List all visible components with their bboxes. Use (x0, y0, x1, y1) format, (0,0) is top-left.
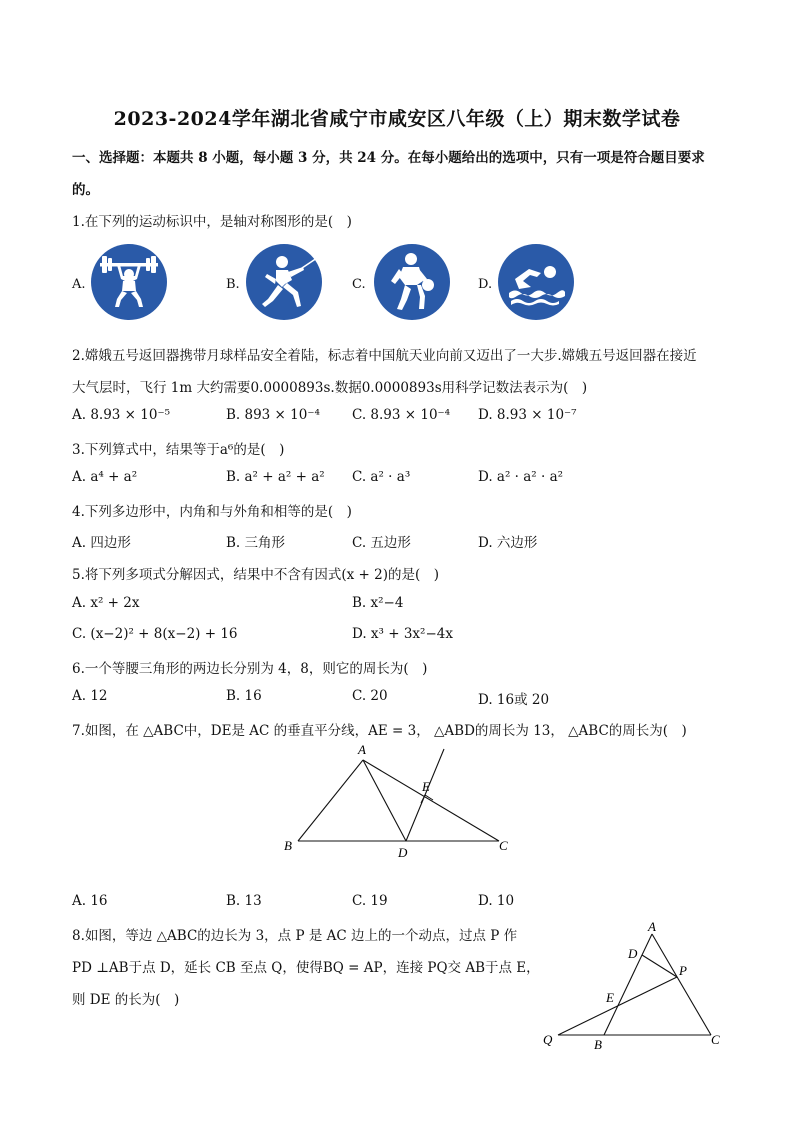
q7-stem: 7.如图，在 △ABC中，DE是 AC 的垂直平分线，AE = 3， △ABD的周长为 13， △ABC的周长为( ) (72, 723, 687, 739)
q4-stem: 4.下列多边形中，内角和与外角和相等的是( ) (72, 504, 352, 520)
q1-option-c-label: C. (352, 277, 366, 292)
q3-option-b: B. a² + a² + a² (226, 469, 325, 485)
q7-triangle-figure (280, 740, 520, 862)
q2-option-b: B. 893 × 10⁻⁴ (226, 407, 320, 423)
q7-option-d: D. 10 (478, 893, 515, 909)
q2-option-a: A. 8.93 × 10⁻⁵ (72, 407, 171, 423)
q7-label-a: A (358, 742, 366, 757)
q5-option-b: B. x²−4 (352, 595, 404, 611)
q5-option-a: A. x² + 2x (72, 595, 140, 611)
q7-option-b: B. 13 (226, 893, 262, 909)
q1-option-a-label: A. (72, 277, 86, 292)
q8-stem-line3: 则 DE 的长为( ) (72, 992, 180, 1008)
swimming-icon (497, 243, 575, 321)
section-heading: 一、选择题：本题共 8 小题，每小题 3 分，共 24 分。在每小题给出的选项中，只有一项是符合题目要求 (72, 150, 705, 166)
q5-option-c: C. (x−2)² + 8(x−2) + 16 (72, 626, 238, 642)
q8-stem-line1: 8.如图，等边 △ABC的边长为 3，点 P 是 AC 边上的一个动点，过点 P 作 (72, 928, 518, 944)
q4-option-c: C. 五边形 (352, 535, 411, 551)
q4-option-b: B. 三角形 (226, 535, 286, 551)
q2-option-d: D. 8.93 × 10⁻⁷ (478, 407, 577, 423)
q3-option-a: A. a⁴ + a² (72, 469, 138, 485)
q4-option-a: A. 四边形 (72, 535, 131, 551)
q3-option-c: C. a² · a³ (352, 469, 411, 485)
q2-stem-line1: 2.嫦娥五号返回器携带月球样品安全着陆，标志着中国航天业向前又迈出了一大步.嫦娥五号返回器在接近 (72, 348, 697, 364)
q7-label-b: B (284, 838, 292, 853)
q4-option-d: D. 六边形 (478, 535, 538, 551)
q3-stem: 3.下列算式中，结果等于a⁶的是( ) (72, 442, 285, 458)
q5-stem: 5.将下列多项式分解因式，结果中不含有因式(x + 2)的是( ) (72, 567, 440, 583)
q8-label-b: B (594, 1037, 602, 1052)
q8-label-p: P (679, 963, 687, 978)
q8-label-e: E (606, 990, 614, 1005)
q7-label-d: D (398, 845, 408, 860)
q6-option-b: B. 16 (226, 688, 262, 704)
q1-option-b-label: B. (226, 277, 240, 292)
section-heading-cont: 的。 (72, 182, 99, 198)
weightlifting-icon (90, 243, 168, 321)
q2-stem-line2: 大气层时，飞行 1m 大约需要0.0000893s.数据0.0000893s用科学记数法表示为( ) (72, 380, 588, 396)
q8-label-a: A (648, 920, 656, 934)
q6-option-a: A. 12 (72, 688, 108, 704)
q7-label-e: E (422, 779, 430, 794)
q7-option-a: A. 16 (72, 893, 108, 909)
q7-option-c: C. 19 (352, 893, 388, 909)
exam-title: 2023-2024学年湖北省咸宁市咸安区八年级（上）期末数学试卷 (113, 108, 681, 130)
basketball-icon (373, 243, 451, 321)
q8-label-c: C (711, 1032, 720, 1047)
q5-option-d: D. x³ + 3x²−4x (352, 626, 453, 642)
q8-label-q: Q (543, 1032, 553, 1047)
q2-option-c: C. 8.93 × 10⁻⁴ (352, 407, 451, 423)
q7-label-c: C (499, 838, 508, 853)
q1-option-d-label: D. (478, 277, 493, 292)
q8-stem-line2: PD ⊥AB于点 D，延长 CB 至点 Q，使得BQ = AP，连接 PQ交 AB于点 E， (72, 960, 540, 976)
q8-label-d: D (628, 946, 638, 961)
q6-option-d: D. 16或 20 (478, 692, 550, 708)
q8-triangle-figure (538, 920, 728, 1055)
q3-option-d: D. a² · a² · a² (478, 469, 564, 485)
q1-stem: 1.在下列的运动标识中，是轴对称图形的是( ) (72, 214, 352, 230)
q6-stem: 6.一个等腰三角形的两边长分别为 4，8，则它的周长为( ) (72, 661, 428, 677)
fencing-icon (245, 243, 323, 321)
q6-option-c: C. 20 (352, 688, 388, 704)
